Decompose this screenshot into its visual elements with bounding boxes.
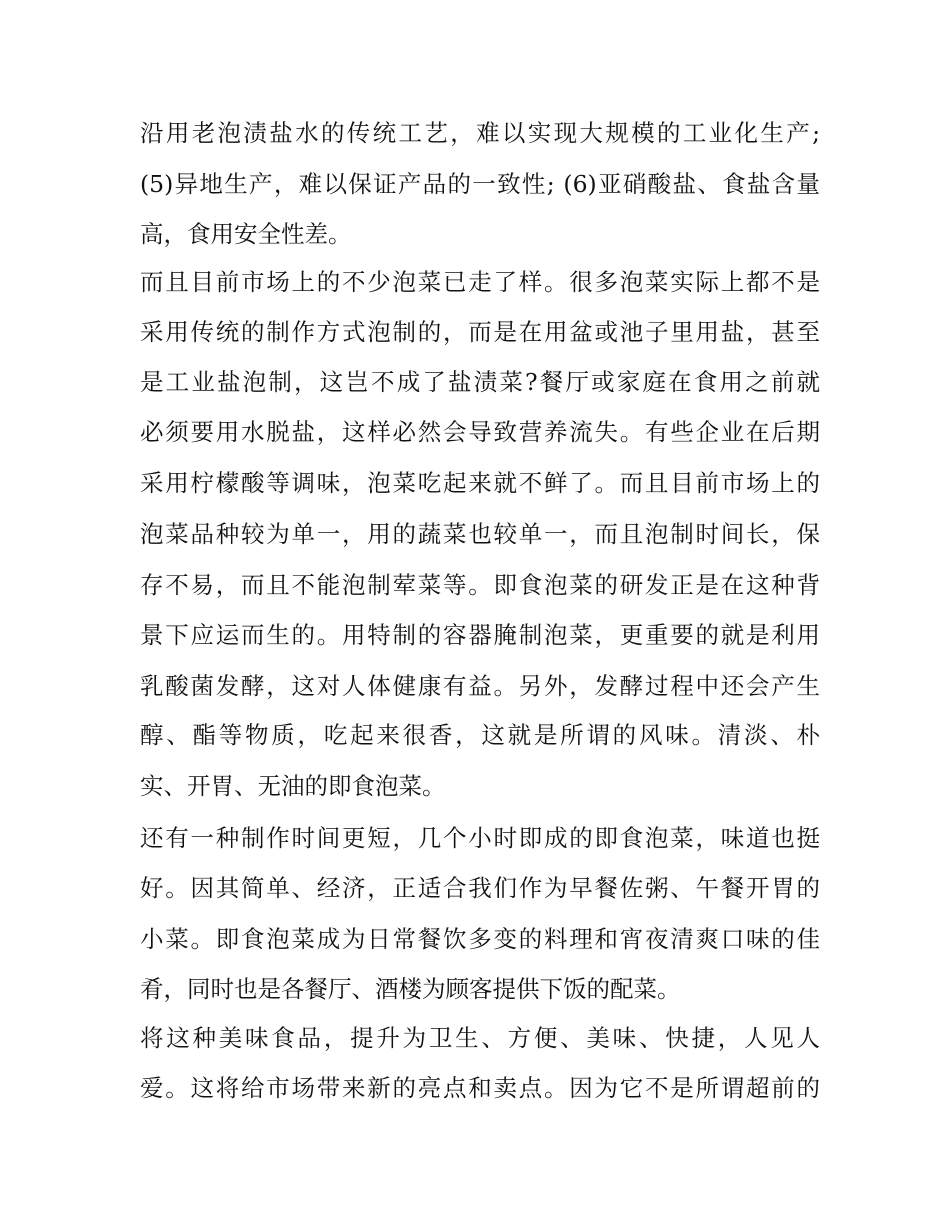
text-line-20: 爱。这将给市场带来新的亮点和卖点。因为它不是所谓超前的 [140,1074,820,1102]
text-line-3: 高，食用安全性差。 [140,220,352,248]
text-line-12: 乳酸菌发酵，这对人体健康有益。另外，发酵过程中还会产生 [140,672,820,700]
text-line-7: 必须要用水脱盐，这样必然会导致营养流失。有些企业在后期 [140,418,820,446]
text-line-13: 醇、酯等物质，吃起来很香，这就是所谓的风味。清淡、朴 [140,721,820,749]
text-line-2: (5)异地生产，难以保证产品的一致性; (6)亚硝酸盐、食盐含量 [140,170,820,198]
text-line-11: 景下应运而生的。用特制的容器腌制泡菜，更重要的就是利用 [140,621,820,649]
text-line-14: 实、开胃、无油的即食泡菜。 [140,772,446,800]
text-line-18: 肴，同时也是各餐厅、酒楼为顾客提供下饭的配菜。 [140,975,681,1003]
text-line-10: 存不易，而且不能泡制荤菜等。即食泡菜的研发正是在这种背 [140,571,820,599]
text-line-1: 沿用老泡渍盐水的传统工艺，难以实现大规模的工业化生产; [140,119,820,147]
text-line-5: 采用传统的制作方式泡制的，而是在用盆或池子里用盐，甚至 [140,318,820,346]
text-line-16: 好。因其简单、经济，正适合我们作为早餐佐粥、午餐开胃的 [140,874,820,902]
text-line-9: 泡菜品种较为单一，用的蔬菜也较单一，而且泡制时间长，保 [140,520,820,548]
text-line-17: 小菜。即食泡菜成为日常餐饮多变的料理和宵夜清爽口味的佳 [140,925,820,953]
text-line-8: 采用柠檬酸等调味，泡菜吃起来就不鲜了。而且目前市场上的 [140,469,820,497]
text-line-6: 是工业盐泡制，这岂不成了盐渍菜?餐厅或家庭在食用之前就 [140,368,820,396]
text-line-15: 还有一种制作时间更短，几个小时即成的即食泡菜，味道也挺 [140,824,820,852]
text-line-19: 将这种美味食品，提升为卫生、方便、美味、快捷，人见人 [140,1024,820,1052]
text-line-4: 而且目前市场上的不少泡菜已走了样。很多泡菜实际上都不是 [140,268,820,296]
